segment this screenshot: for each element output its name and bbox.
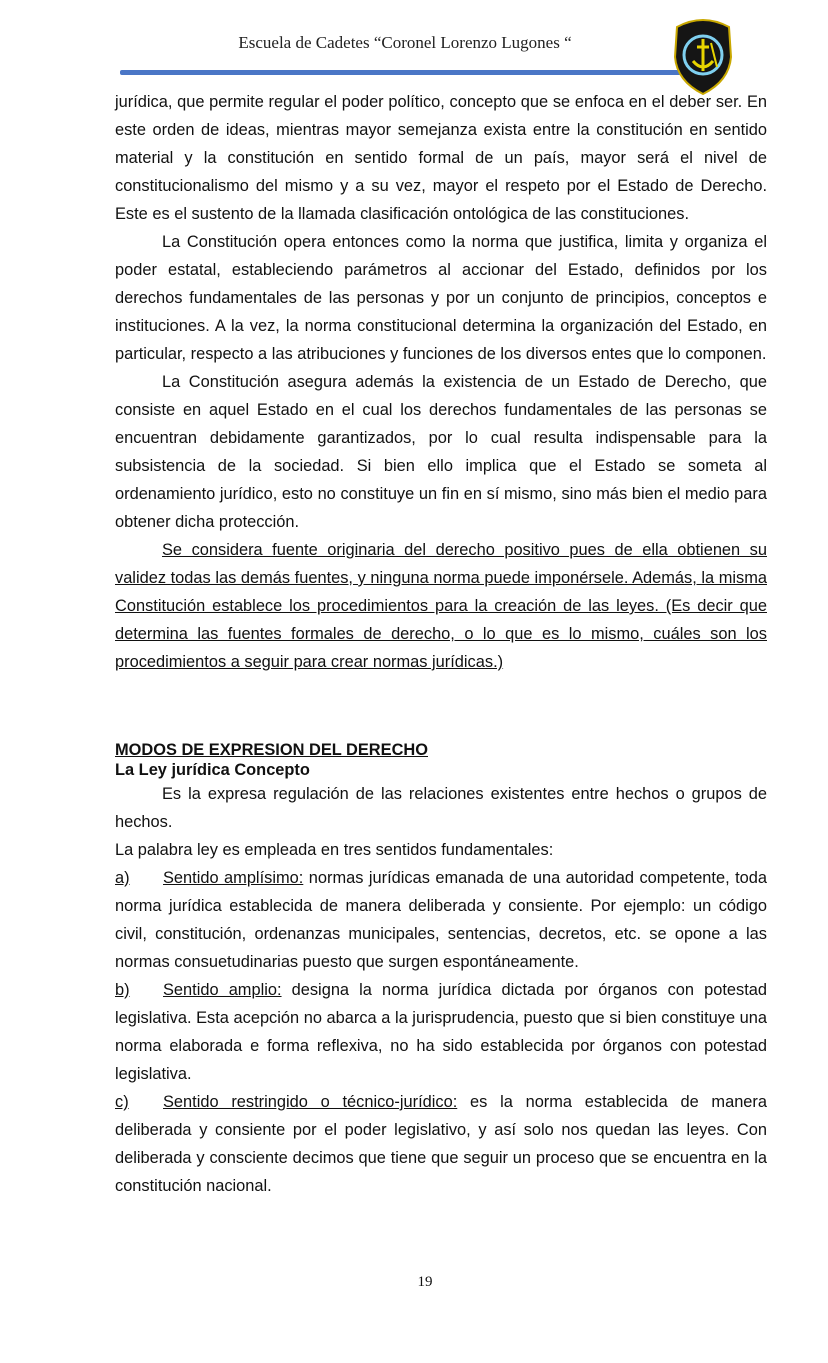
paragraph: La Constitución opera entonces como la norma que justifica, limita y organiza el poder estatal, estableciendo parámetros al accionar del Estado, definidos por los derechos fundamentales de las personas y por un conjunto de principios, conceptos e instituciones. A la vez, la norma constitucional determina la organización del Estado, en particular, respecto a las atribuciones y funciones de los diversos entes que lo componen. (115, 233, 767, 363)
underlined-paragraph: Se considera fuente originaria del derecho positivo pues de ella obtienen su validez todas las demás fuentes, y ninguna norma puede imponérsele. Además, la misma Constitución establece los procedimientos para la creación de las leyes. (Es decir que determina las fuentes formales de derecho, o lo que es lo mismo, cuáles son los procedimientos a seguir para crear normas jurídicas.) (115, 541, 767, 671)
list-term: Sentido amplísimo: (163, 869, 304, 887)
list-label: a) (115, 869, 130, 887)
list-text: normas jurídicas emanada de una autoridad competente, toda norma jurídica establecida de manera deliberada y consiente. Por ejemplo: un código civil, constitución, ordenanzas municipales, sentencias, decretos, etc. se opone a las normas consuetudinarias puesto que surgen espontáneamente. (115, 869, 768, 971)
section-heading: MODOS DE EXPRESION DEL DERECHO (115, 741, 428, 759)
school-crest-logo (671, 17, 735, 95)
page-number: 19 (417, 1274, 433, 1290)
list-label: c) (115, 1093, 129, 1111)
paragraph: La palabra ley es empleada en tres sentidos fundamentales: (115, 841, 554, 859)
paragraph: jurídica, que permite regular el poder político, concepto que se enfoca en el deber ser. En este orden de ideas, mientras mayor semejanza exista entre la constitución en sentido material y la constitución en sentido formal de un país, mayor será el nivel de constitucionalismo del mismo y a su vez, mayor el respeto por el Estado de Derecho. Este es el sustento de la llamada clasificación ontológica de las constituciones. (115, 93, 767, 223)
list-text: es la norma establecida de manera deliberada y consiente por el poder legislativo, y así solo nos quedan las leyes. Con deliberada y consciente decimos que tiene que seguir un proceso que se encuentra en la constitución nacional. (115, 1093, 767, 1195)
list-item (115, 864, 767, 976)
list-item (115, 976, 767, 1088)
header-title: Escuela de Cadetes “Coronel Lorenzo Lugones “ (238, 33, 572, 52)
subheading: La Ley jurídica Concepto (115, 761, 310, 779)
list-text: designa la norma jurídica dictada por órganos con potestad legislativa. Esta acepción no abarca a la jurisprudencia, puesto que si bien constituye una norma elaborada e forma reflexiva, no ha sido establecida por órganos con potestad legislativa. (115, 981, 767, 1083)
list-term: Sentido amplio: (163, 981, 282, 999)
list-term: Sentido restringido o técnico-jurídico: (163, 1093, 458, 1111)
list-item (115, 1088, 767, 1200)
header-divider (120, 70, 692, 75)
document-body (115, 88, 767, 1200)
list-label: b) (115, 981, 130, 999)
paragraph: Es la expresa regulación de las relaciones existentes entre hechos o grupos de hechos. (115, 785, 767, 831)
paragraph: La Constitución asegura además la existencia de un Estado de Derecho, que consiste en aquel Estado en el cual los derechos fundamentales de las personas se encuentran debidamente garantizados, por lo cual resulta indispensable para la subsistencia de la sociedad. Si bien ello implica que el Estado se someta al ordenamiento jurídico, esto no constituye un fin en sí mismo, sino más bien el medio para obtener dicha protección. (115, 373, 767, 531)
